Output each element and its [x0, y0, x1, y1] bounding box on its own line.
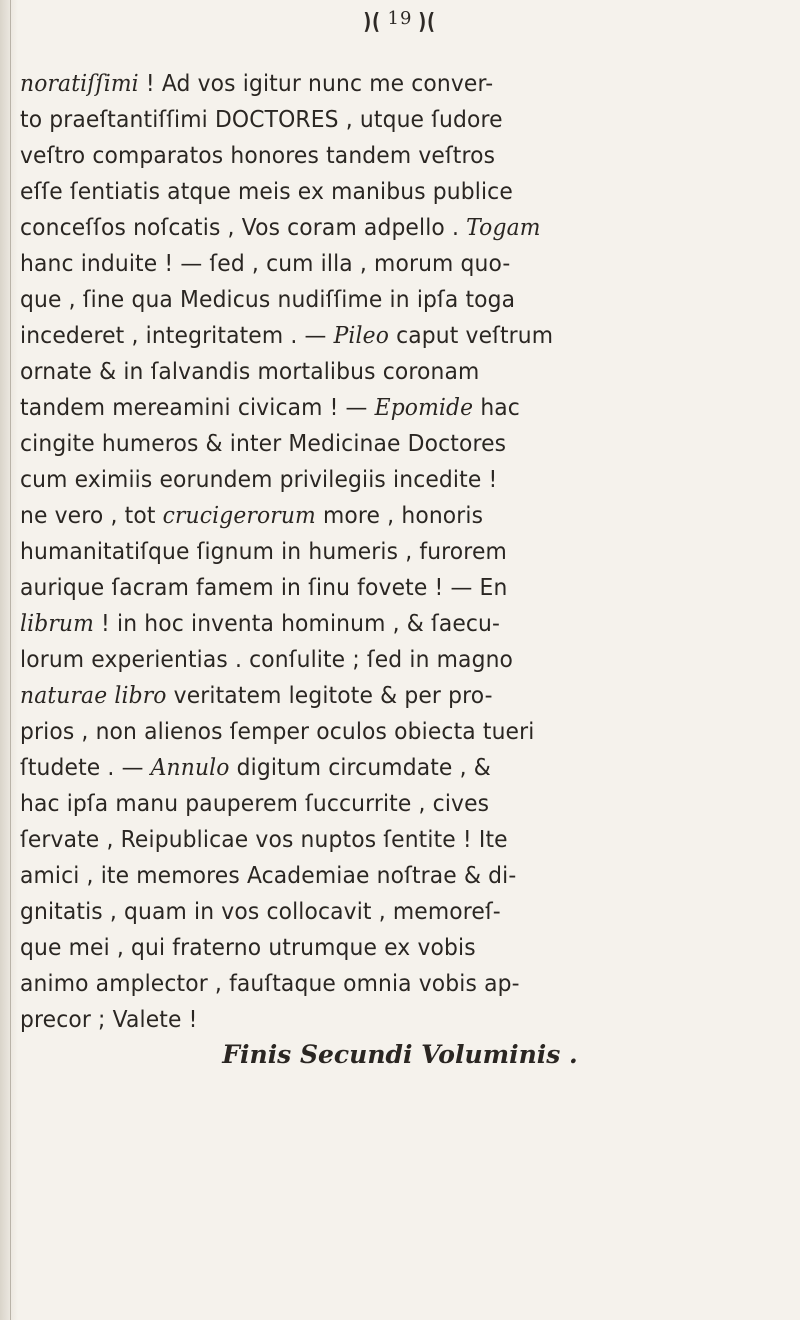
text-line — [20, 606, 760, 642]
text-line — [20, 678, 760, 714]
text-line — [20, 390, 760, 426]
text-line — [20, 534, 760, 570]
text-line — [20, 102, 760, 138]
ornament-left: )( — [363, 10, 382, 35]
italic-term: Epomide — [374, 395, 474, 421]
text-line — [20, 138, 760, 174]
text-line — [20, 246, 760, 282]
text-line — [20, 570, 760, 606]
text-run: hanc induite ! — ſed , cum illa , morum quo- — [20, 251, 511, 277]
text-run: tandem mereamini civicam ! — — [20, 395, 375, 421]
text-line — [20, 210, 760, 246]
text-line — [20, 642, 760, 678]
text-run: eſſe ſentiatis atque meis ex manibus publice — [20, 179, 513, 205]
text-run: gnitatis , quam in vos collocavit , memoreſ- — [20, 899, 501, 925]
italic-term: Pileo — [333, 323, 390, 349]
text-line — [20, 966, 760, 1002]
text-run: precor ; Valete ! — [20, 1007, 198, 1033]
text-run: conceſſos noſcatis , Vos coram adpello . — [20, 215, 467, 241]
body-text — [20, 66, 800, 1038]
text-run: que mei , qui fraterno utrumque ex vobis — [20, 935, 476, 961]
text-run: animo amplector , fauſtaque omnia vobis ap- — [20, 971, 520, 997]
text-run: hac — [473, 395, 520, 421]
italic-term: noratiſſimi — [20, 71, 139, 97]
text-run: ſtudete . — — [20, 755, 151, 781]
text-run: que , ſine qua Medicus nudiſſime in ipſa toga — [20, 287, 516, 313]
text-line — [20, 858, 760, 894]
text-line — [20, 822, 760, 858]
text-run: caput veſtrum — [389, 323, 554, 349]
text-line — [20, 354, 760, 390]
text-run: cingite humeros & inter Medicinae Doctores — [20, 431, 507, 457]
text-line — [20, 1002, 760, 1038]
text-line — [20, 462, 760, 498]
text-line — [20, 750, 760, 786]
text-run: humanitatiſque ſignum in humeris , furorem — [20, 539, 507, 565]
text-line — [20, 498, 760, 534]
closing-line: Finis Secundi Voluminis . — [222, 1040, 578, 1069]
text-run: more , honoris — [315, 503, 484, 529]
text-line — [20, 426, 760, 462]
text-line — [20, 894, 760, 930]
text-run: hac ipſa manu pauperem ſuccurrite , cives — [20, 791, 490, 817]
ornament-right: )( — [418, 10, 437, 35]
text-line — [20, 714, 760, 750]
italic-term: naturae libro — [20, 683, 167, 709]
italic-term: crucigerorum — [162, 503, 316, 529]
text-line — [20, 174, 760, 210]
text-run: lorum experientias . conſulite ; ſed in magno — [20, 647, 514, 673]
text-line — [20, 786, 760, 822]
italic-term: librum — [20, 611, 94, 637]
text-run: to praeſtantiſſimi DOCTORES , utque ſudore — [20, 107, 503, 133]
text-run: digitum circumdate , & — [229, 755, 491, 781]
text-run: veritatem legitote & per pro- — [166, 683, 493, 709]
text-line — [20, 282, 760, 318]
text-line — [20, 318, 760, 354]
italic-term: Togam — [466, 215, 541, 241]
text-run: ! in hoc inventa hominum , & ſaecu- — [93, 611, 501, 637]
binding-edge — [0, 0, 18, 1320]
text-run: aurique ſacram famem in ſinu fovete ! — En — [20, 575, 508, 601]
page-number: 19 — [387, 8, 413, 29]
page-number-header — [330, 6, 470, 36]
text-run: ne vero , tot — [20, 503, 163, 529]
text-run: amici , ite memores Academiae noſtrae & di- — [20, 863, 517, 889]
text-run: ſervate , Reipublicae vos nuptos ſentite ! Ite — [20, 827, 508, 853]
margin-rule — [10, 0, 11, 1320]
italic-term: Annulo — [150, 755, 230, 781]
text-run: ornate & in ſalvandis mortalibus coronam — [20, 359, 480, 385]
text-run: cum eximiis eorundem privilegiis incedite ! — [20, 467, 498, 493]
text-run: incederet , integritatem . — — [20, 323, 334, 349]
text-run: prios , non alienos ſemper oculos obiecta tueri — [20, 719, 535, 745]
text-run: ! Ad vos igitur nunc me conver- — [138, 71, 494, 97]
text-run: veſtro comparatos honores tandem veſtros — [20, 143, 496, 169]
text-line — [20, 930, 760, 966]
text-line — [20, 66, 760, 102]
